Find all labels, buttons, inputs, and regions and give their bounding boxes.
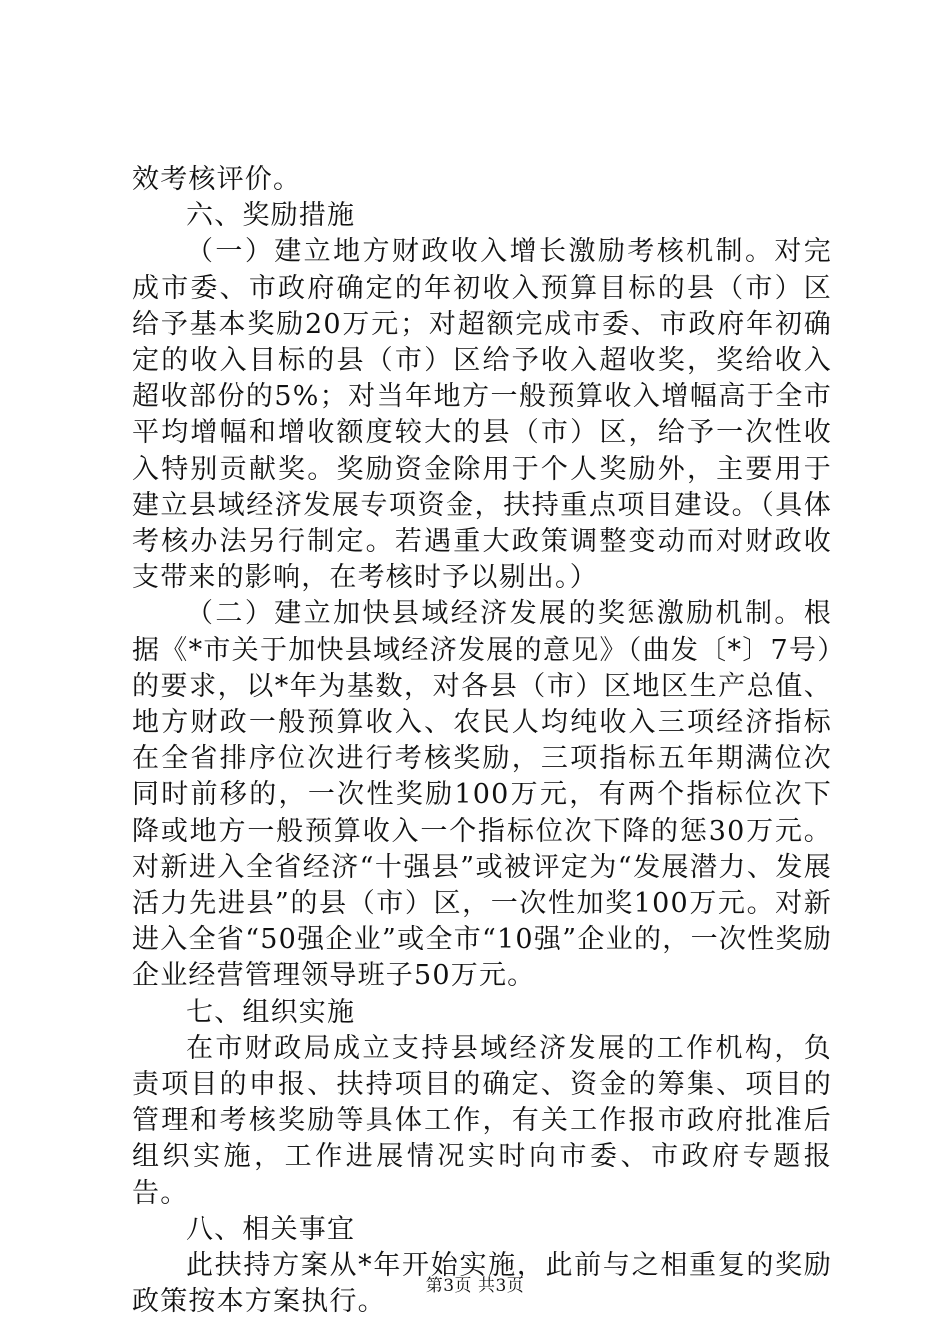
continuation-paragraph: 效考核评价。: [132, 164, 302, 195]
section-heading-organization: 七、组织实施: [186, 996, 356, 1028]
paragraph-county-incentive: （二）建立加快县域经济发展的奖惩激励机制。根据《*市关于加快县域经济发展的意见》（曲发〔*〕7号）的要求，以*年为基数，对各县（市）区地区生产总值、地方财政一般预算收入、农民人均纯收入三项经济指标在全省排序位次进行考核奖励，三项指标五年期满位次同时前移的，一次性奖励100万元，有两个指标位次下降或地方一般预算收入一个指标位次下降的惩30万元。对新进入全省经济“十强县”或被评定为“发展潜力、发展活力先进县”的县（市）区，一次性加奖100万元。对新进入全省“50强企业”或全市“10强”企业的，一次性奖励企业经营管理领导班子50万元。: [132, 598, 832, 992]
page-number: 第3页 共3页: [425, 1276, 525, 1296]
paragraph-related-matters: 此扶持方案从*年开始实施，此前与之相重复的奖励政策按本方案执行。: [132, 1250, 832, 1318]
paragraph-revenue-incentive: （一）建立地方财政收入增长激励考核机制。对完成市委、市政府确定的年初收入预算目标的县（市）区给予基本奖励20万元；对超额完成市委、市政府年初确定的收入目标的县（市）区给予收入超收奖，奖给收入超收部份的5%；对当年地方一般预算收入增幅高于全市平均增幅和增收额度较大的县（市）区，给予一次性收入特别贡献奖。奖励资金除用于个人奖励外，主要用于建立县域经济发展专项资金，扶持重点项目建设。（具体考核办法另行制定。若遇重大政策调整变动而对财政收支带来的影响，在考核时予以剔出。）: [132, 236, 832, 594]
section-heading-related-matters: 八、相关事宜: [186, 1213, 356, 1245]
document-body: [132, 162, 832, 1321]
paragraph-organization: 在市财政局成立支持县域经济发展的工作机构，负责项目的申报、扶持项目的确定、资金的筹集、项目的管理和考核奖励等具体工作，有关工作报市政府批准后组织实施，工作进展情况实时向市委、市政府专题报告。: [132, 1032, 832, 1209]
page-footer: [0, 1274, 950, 1298]
section-heading-rewards: 六、奖励措施: [186, 200, 356, 232]
